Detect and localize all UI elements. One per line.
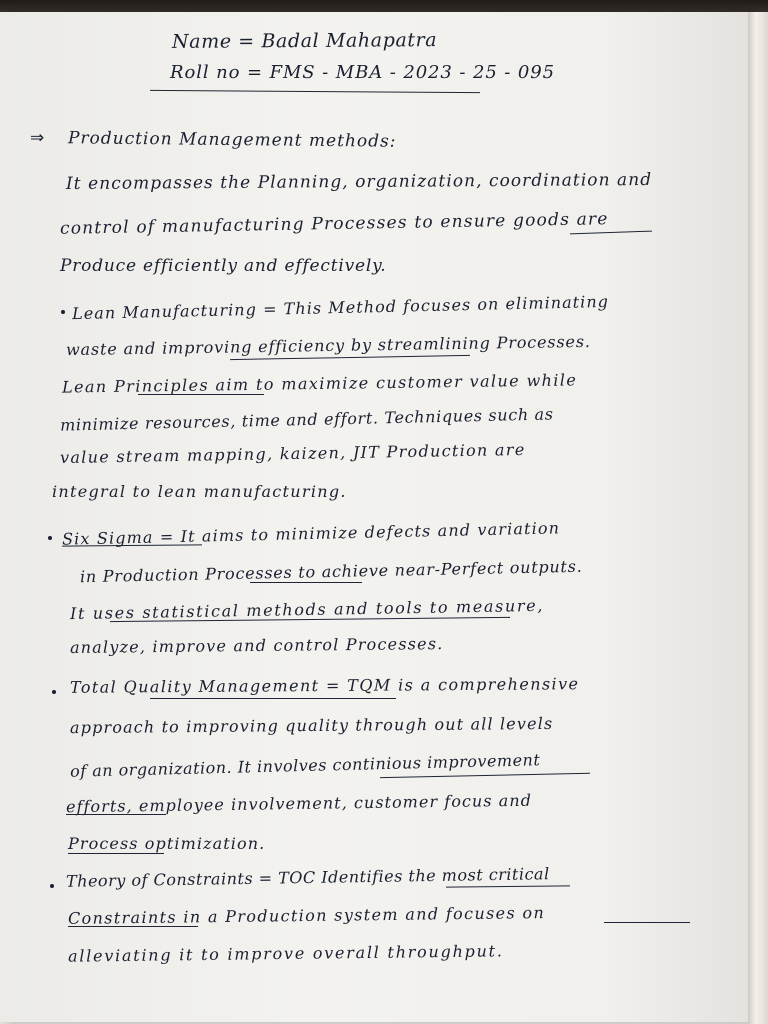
tqm-line: efforts, employee involvement, customer focus and — [65, 790, 533, 817]
lean-line: value stream mapping, kaizen, JIT Production are — [59, 439, 526, 468]
lean-line: minimize resources, time and effort. Techniques such as — [59, 404, 554, 435]
student-name: Name = Badal Mahapatra — [171, 29, 438, 53]
bullet-point — [61, 310, 65, 314]
underline — [150, 698, 396, 699]
page-edge — [748, 12, 768, 1024]
intro-line: control of manufacturing Processes to ensure goods are — [59, 209, 609, 239]
underline — [250, 582, 362, 583]
underline — [66, 814, 166, 815]
tqm-line: Process optimization. — [68, 834, 266, 853]
six-sigma-line: Six Sigma = It aims to minimize defects and variation — [61, 518, 561, 549]
lean-line: integral to lean manufacturing. — [52, 482, 347, 501]
underline — [68, 853, 164, 854]
lean-line: waste and improving efficiency by streamlining Processes. — [65, 331, 591, 360]
arrow-icon: ⇒ — [30, 128, 45, 148]
section-heading: Production Management methods: — [67, 128, 397, 152]
bullet-point — [50, 884, 54, 888]
toc-line: alleviating it to improve overall throughput. — [67, 941, 504, 966]
lean-line: Lean Principles aim to maximize customer value while — [61, 370, 578, 397]
intro-line: Produce efficiently and effectively. — [60, 256, 387, 276]
lean-line: Lean Manufacturing = This Method focuses on eliminating — [71, 291, 610, 324]
six-sigma-line: It uses statistical methods and tools to measure, — [69, 595, 545, 624]
underline — [68, 926, 198, 927]
roll-number: Roll no = FMS - MBA - 2023 - 25 - 095 — [170, 62, 555, 83]
underline — [604, 922, 690, 923]
tqm-line: of an organization. It involves continious improvement — [69, 750, 541, 781]
toc-line: Constraints in a Production system and focuses on — [67, 903, 546, 928]
bullet-point — [48, 536, 52, 540]
tqm-line: approach to improving quality through out all levels — [69, 713, 554, 738]
bullet-point — [52, 690, 56, 694]
intro-line: It encompasses the Planning, organization, coordination and — [65, 169, 653, 195]
toc-line: Theory of Constraints = TOC Identifies the most critical — [65, 864, 550, 891]
tqm-line: Total Quality Management = TQM is a comprehensive — [69, 674, 580, 697]
six-sigma-line: in Production Processes to achieve near-Perfect outputs. — [79, 556, 583, 587]
six-sigma-line: analyze, improve and control Processes. — [69, 634, 444, 657]
underline — [138, 394, 264, 395]
